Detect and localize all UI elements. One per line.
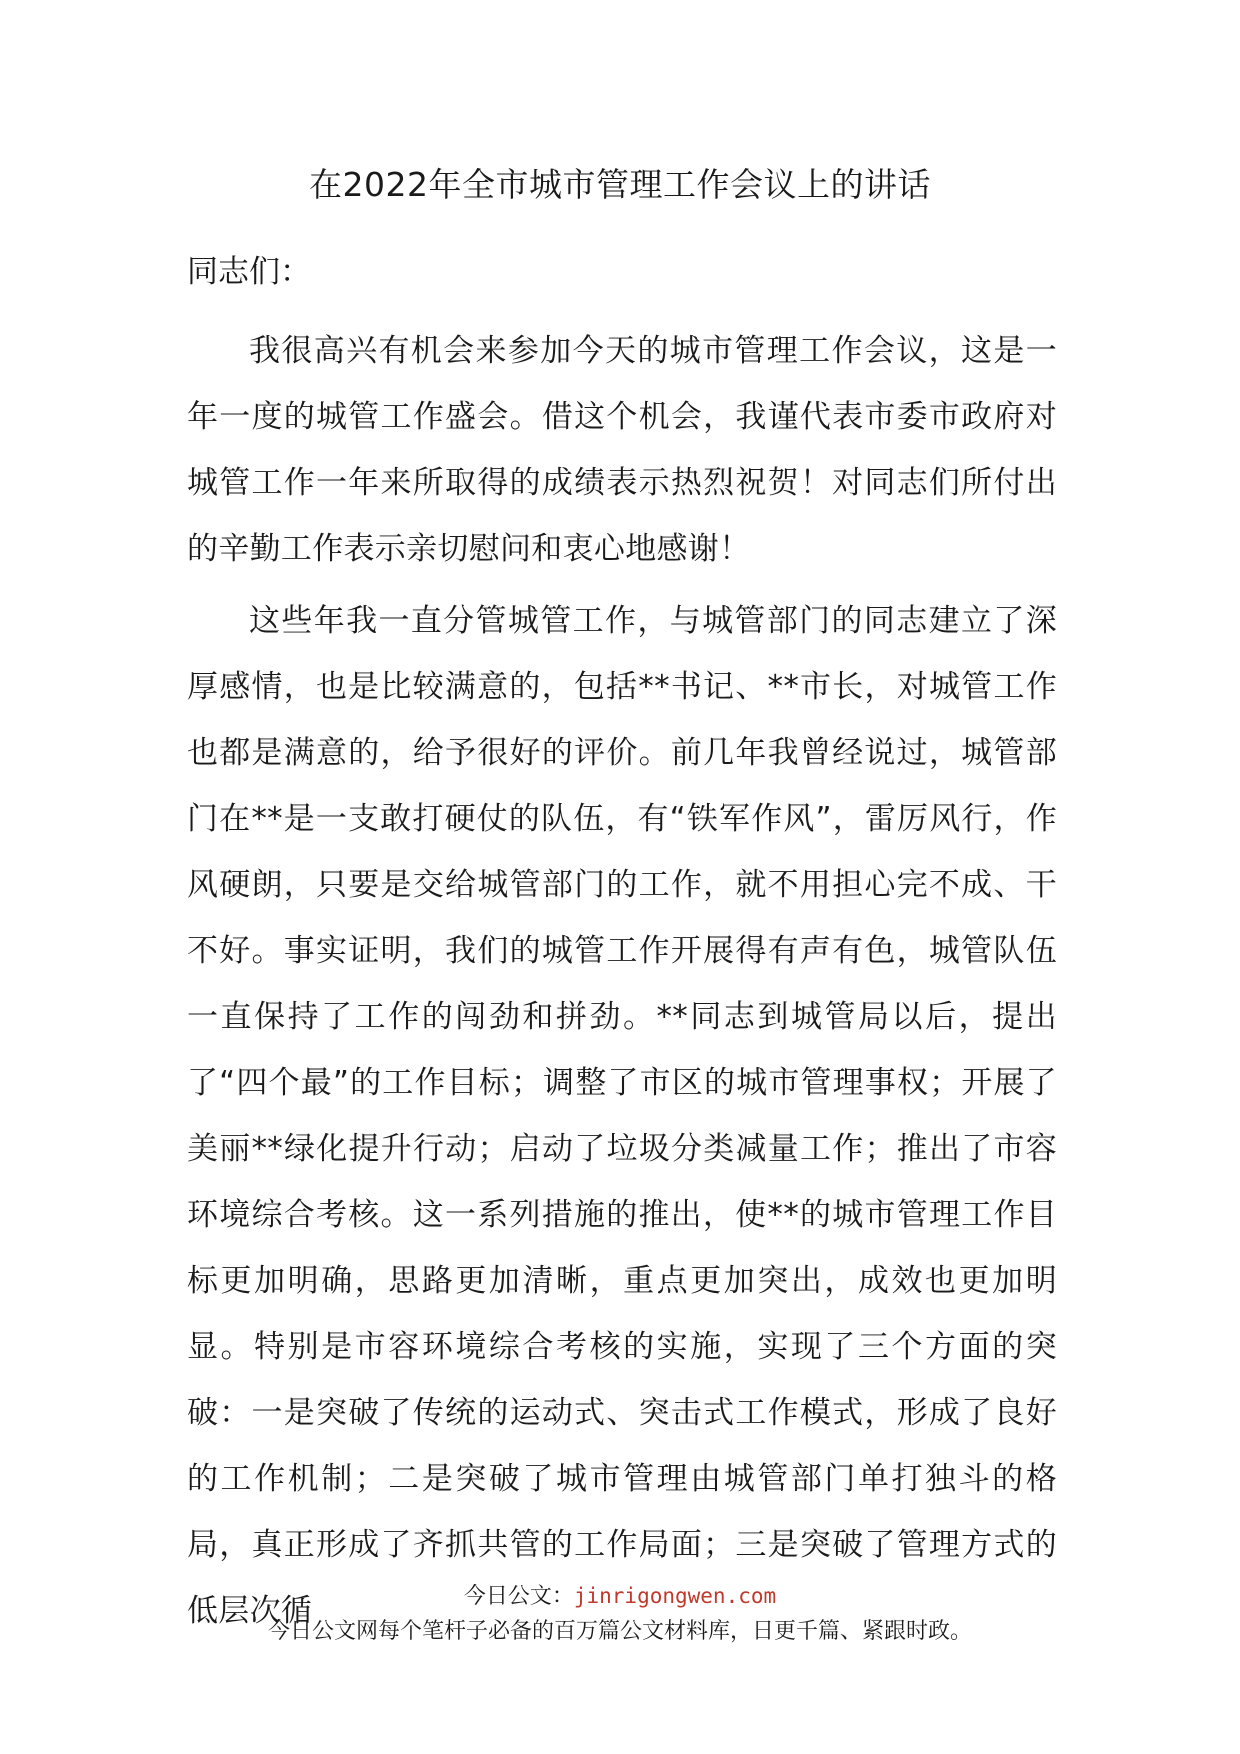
footer-source bbox=[0, 1581, 1240, 1612]
paragraph-2-container bbox=[187, 588, 1057, 1644]
paragraph-1-container bbox=[187, 318, 1057, 582]
paragraph: 我很高兴有机会来参加今天的城市管理工作会议，这是一年一度的城管工作盛会。借这个机会，我谨代表市委市政府对城管工作一年来所取得的成绩表示热烈祝贺！对同志们所付出的辛勤工作表示亲切慰问和衷心地感谢！ bbox=[187, 333, 1057, 567]
paragraph: 这些年我一直分管城管工作，与城管部门的同志建立了深厚感情，也是比较满意的，包括**书记、**市长，对城管工作也都是满意的，给予很好的评价。前几年我曾经说过，城管部门在**是一支敢打硬仗的队伍，有“铁军作风”，雷厉风行，作风硬朗，只要是交给城管部门的工作，就不用担心完不成、干不好。事实证明，我们的城管工作开展得有声有色，城管队伍一直保持了工作的闯劲和拼劲。**同志到城管局以后，提出了“四个最”的工作目标；调整了市区的城市管理事权；开展了美丽**绿化提升行动；启动了垃圾分类减量工作；推出了市容环境综合考核。这一系列措施的推出，使**的城市管理工作目标更加明确，思路更加清晰，重点更加突出，成效也更加明显。特别是市容环境综合考核的实施，实现了三个方面的突破：一是突破了传统的运动式、突击式工作模式，形成了良好的工作机制；二是突破了城市管理由城管部门单打独斗的格局，真正形成了齐抓共管的工作局面；三是突破了管理方式的低层次循 bbox=[187, 603, 1057, 1629]
footer-slogan: 今日公文网每个笔杆子必备的百万篇公文材料库，日更千篇、紧跟时政。 bbox=[267, 1619, 972, 1644]
document-title: 在2022年全市城市管理工作会议上的讲话 bbox=[309, 165, 931, 204]
footer-source-label: 今日公文： bbox=[463, 1584, 574, 1609]
salutation: 同志们： bbox=[187, 254, 311, 290]
footer-site-link[interactable]: jinrigongwen.com bbox=[573, 1584, 777, 1608]
